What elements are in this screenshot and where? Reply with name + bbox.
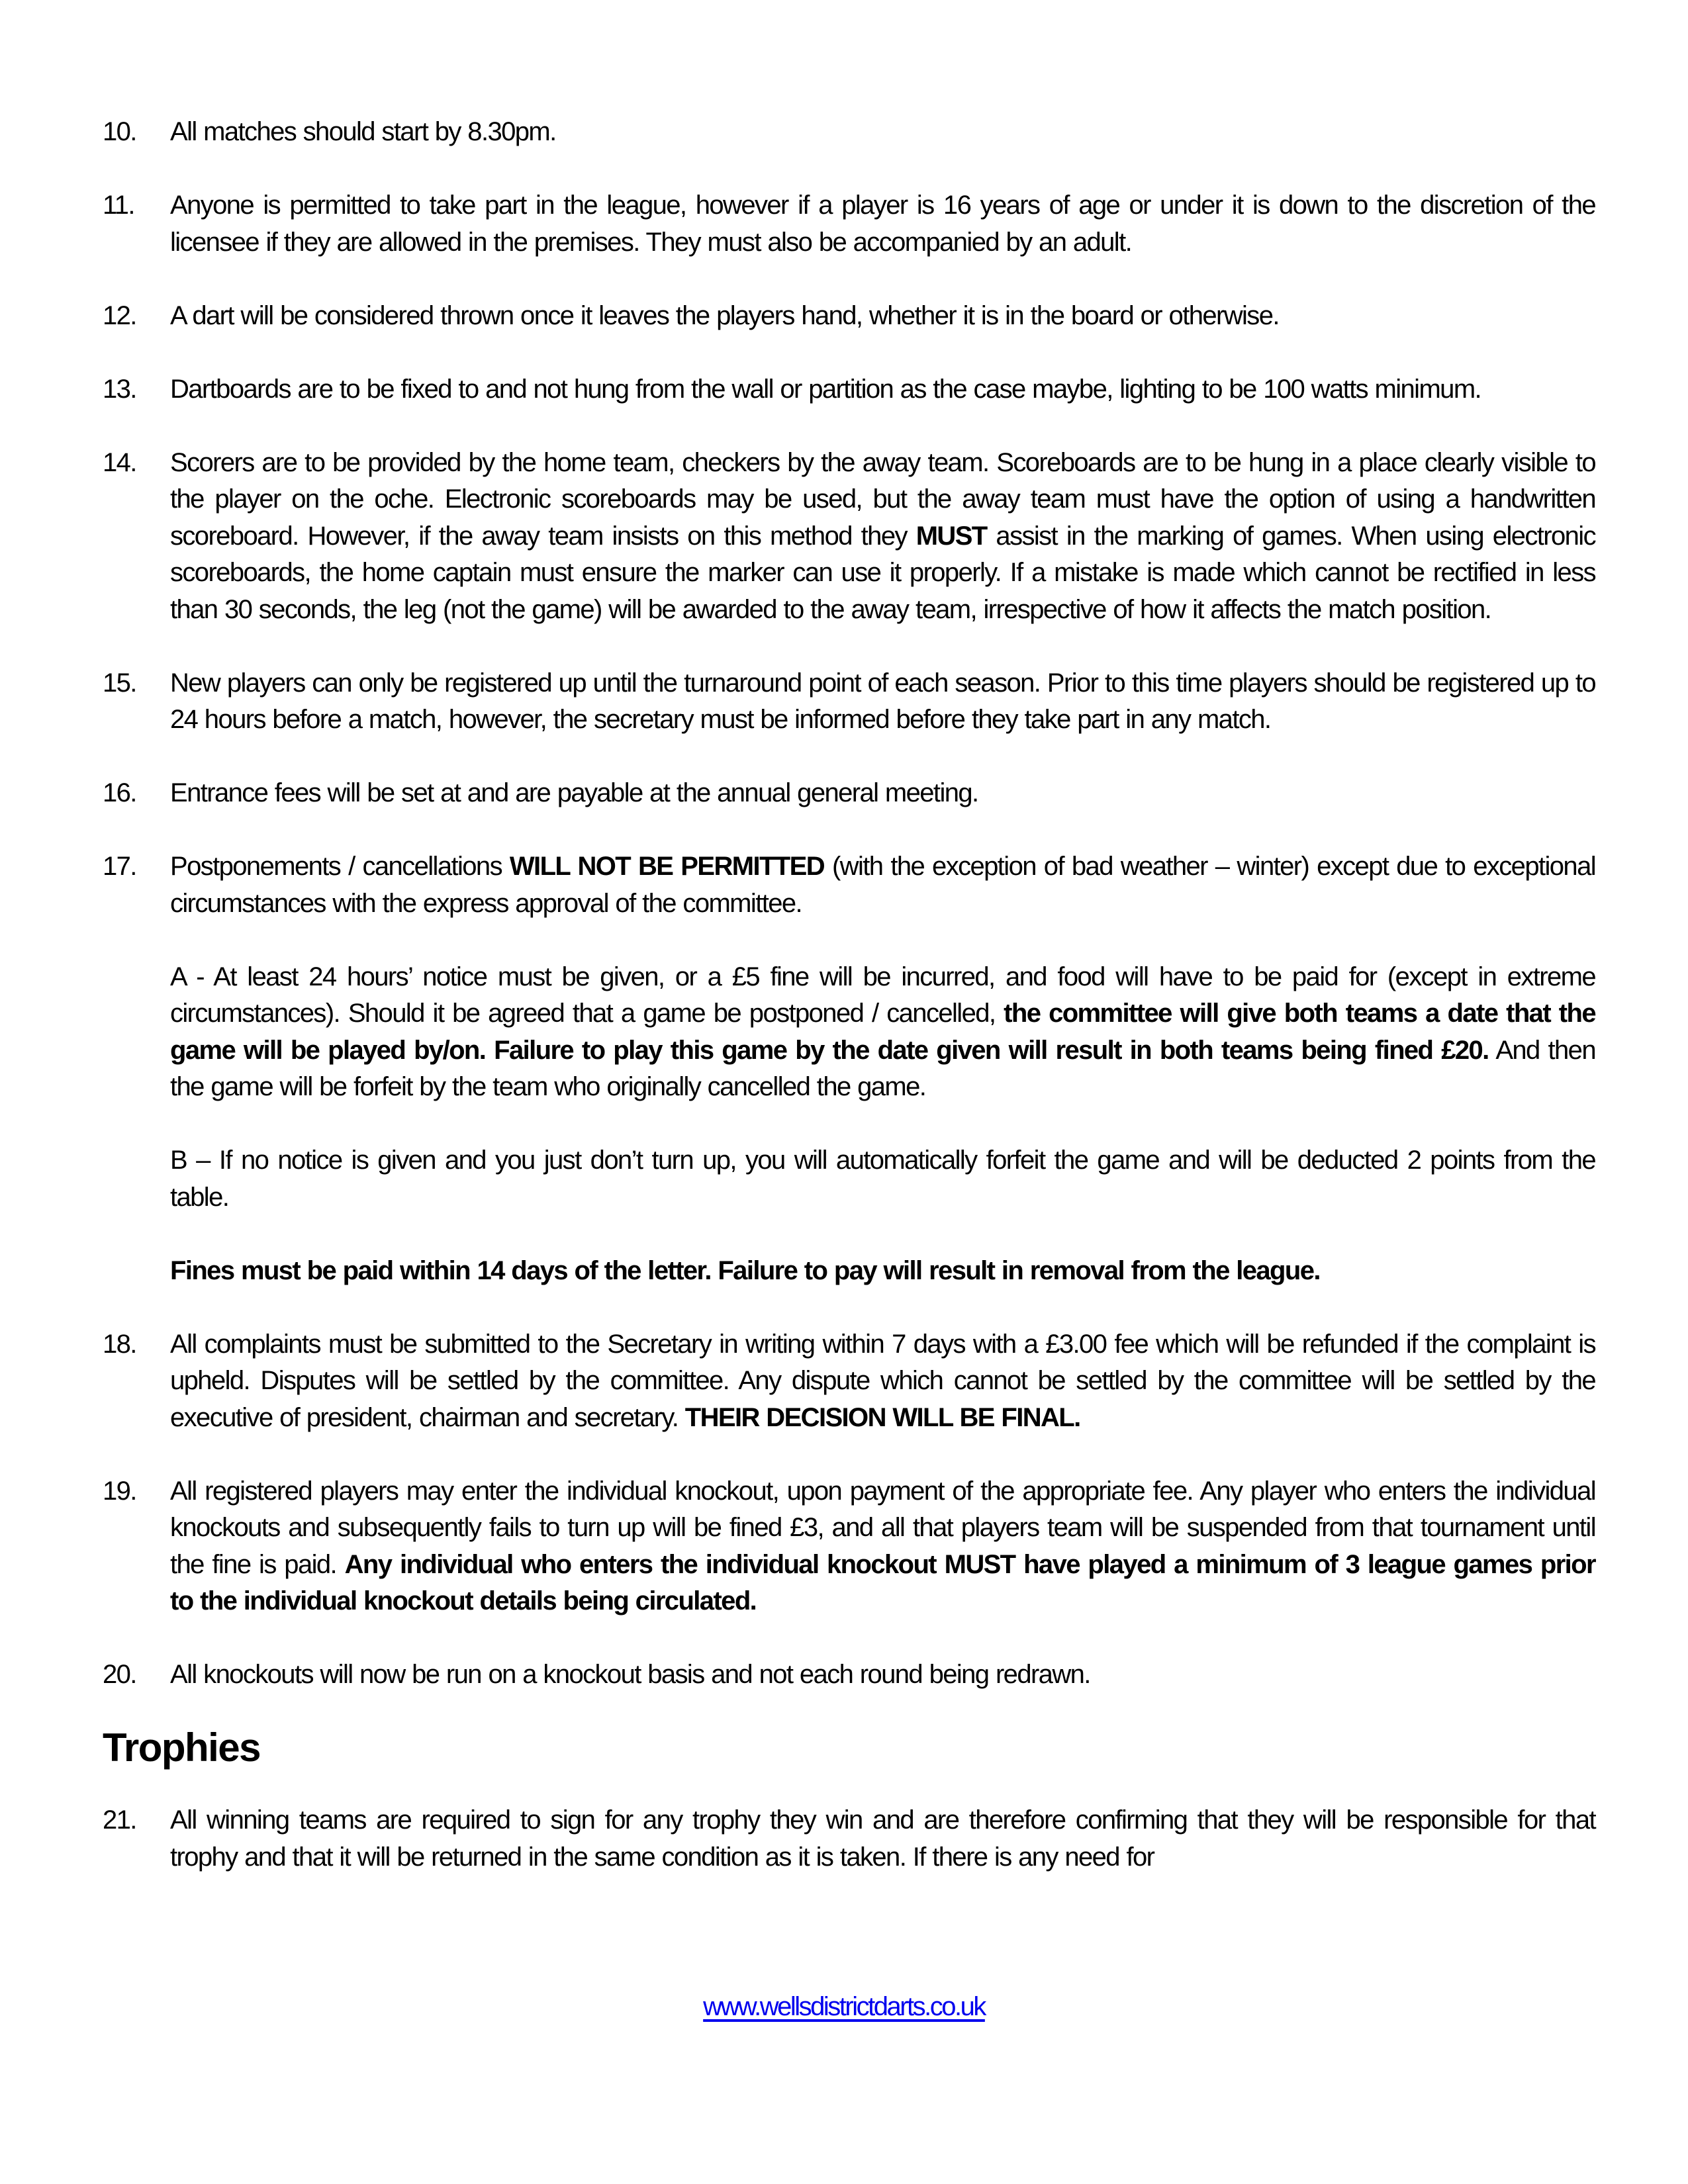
rule-number: 10.	[103, 117, 136, 146]
text-segment: All winning teams are required to sign for any trophy they win and are therefore confirming that they will be responsible for that trophy and that it will be returned in the same condition as it is taken. If there is any need for	[170, 1805, 1595, 1872]
text-segment: Dartboards are to be fixed to and not hung from the wall or partition as the case maybe, lighting to be 100 watts minimum.	[170, 374, 1481, 404]
rule-item	[103, 665, 1595, 739]
text-segment: B – If no notice is given and you just don’t turn up, you will automatically forfeit the game and will be deducted 2 points from the table.	[170, 1146, 1595, 1212]
text-segment: And then the game will be forfeit by the team who originally cancelled the game.	[170, 1035, 1595, 1101]
page-footer	[0, 1992, 1688, 2022]
rule-item	[103, 187, 1595, 261]
rule-text	[170, 371, 1595, 408]
text-segment: A dart will be considered thrown once it leaves the players hand, whether it is in the board or otherwise.	[170, 300, 1279, 330]
rule-item	[103, 1473, 1595, 1620]
rule-text	[170, 114, 1595, 151]
text-segment: All registered players may enter the individual knockout, upon payment of the appropriate fee. Any player who enters the individual knockouts and subsequently fails to turn up will be fined £3, and all that players team will be suspended from that tournament until the fine is paid.	[170, 1476, 1595, 1579]
rule-item	[103, 371, 1595, 408]
rule-number: 21.	[103, 1805, 136, 1835]
rule-text	[170, 848, 1595, 922]
rule-number: 17.	[103, 852, 136, 881]
text-segment: assist in the marking of games. When using electronic scoreboards, the home captain must ensure the marker can use it properly. If a mistake is made which cannot be rectified in less than 30 seconds, the leg (not the game) will be awarded to the away team, irrespective of how it affects the match position.	[170, 521, 1595, 624]
rule-text	[170, 775, 1595, 812]
rule-item	[103, 1326, 1595, 1437]
trophy-rules-list	[103, 1802, 1595, 1876]
text-segment: Postponements / cancellations	[170, 852, 510, 881]
rules-content	[103, 114, 1595, 1913]
rule-number: 18.	[103, 1329, 136, 1359]
rule-text	[170, 187, 1595, 261]
rule-text	[170, 298, 1595, 335]
text-segment: Entrance fees will be set at and are payable at the annual general meeting.	[170, 778, 978, 807]
rule-number: 12.	[103, 300, 136, 330]
rule-text	[170, 1802, 1595, 1876]
website-link[interactable]: www.wellsdistrictdarts.co.uk	[703, 1992, 985, 2021]
rule-text	[170, 445, 1595, 629]
rules-list	[103, 114, 1595, 1694]
rule-text	[170, 1473, 1595, 1620]
text-segment: Scorers are to be provided by the home team, checkers by the away team. Scoreboards are to be hung in a place clearly visible to the player on the oche. Electronic scoreboards may be used, but the away team must have the option of using a handwritten scoreboard. However, if the away team insists on this method they	[170, 447, 1595, 551]
rule-number: 11.	[103, 191, 134, 220]
rule-item	[103, 848, 1595, 922]
bold-text: Any individual who enters the individual knockout MUST have played a minimum of 3 league games prior to the individual knockout details being circulated.	[170, 1549, 1595, 1615]
rule-text	[170, 1657, 1595, 1694]
rule-number: 15.	[103, 668, 136, 698]
rule-item	[103, 445, 1595, 629]
rule-item	[103, 114, 1595, 151]
bold-text: THEIR DECISION WILL BE FINAL.	[684, 1402, 1080, 1432]
text-segment: All matches should start by 8.30pm.	[170, 117, 556, 146]
text-segment: Anyone is permitted to take part in the league, however if a player is 16 years of age or under it is down to the discretion of the licensee if they are allowed in the premises. They must also be accompanied by an adult.	[170, 191, 1595, 257]
section-heading-trophies: Trophies	[103, 1725, 261, 1770]
bold-text: the committee will give both teams a date that the game will be played by/on. Failure to play this game by the date given will result in both teams being fined £20.	[170, 999, 1595, 1065]
rule-number: 14.	[103, 447, 136, 477]
bold-text: MUST	[915, 521, 987, 551]
rule-number: 19.	[103, 1476, 136, 1506]
text-segment: A - At least 24 hours’ notice must be given, or a £5 fine will be incurred, and food will have to be paid for (except in extreme circumstances). Should it be agreed that a game be postponed / cancelled,	[170, 962, 1595, 1028]
text-segment: (with the exception of bad weather – winter) except due to exceptional circumstances with the express approval of the committee.	[170, 852, 1596, 918]
rule-subparagraph	[103, 959, 1595, 1106]
rule-text	[170, 665, 1595, 739]
rule-number: 13.	[103, 374, 136, 404]
text-segment: All knockouts will now be run on a knockout basis and not each round being redrawn.	[170, 1660, 1090, 1689]
bold-text: Fines must be paid within 14 days of the letter. Failure to pay will result in removal from the league.	[170, 1255, 1320, 1285]
rule-item	[103, 1657, 1595, 1694]
text-segment: New players can only be registered up until the turnaround point of each season. Prior to this time players should be registered up to 24 hours before a match, however, the secretary must be informed before they take part in any match.	[170, 668, 1595, 734]
rule-item	[103, 1802, 1595, 1876]
rule-item	[103, 775, 1595, 812]
bold-text: WILL NOT BE PERMITTED	[509, 852, 825, 881]
rule-subparagraph	[103, 1142, 1595, 1216]
rule-text	[170, 1326, 1595, 1437]
text-segment: All complaints must be submitted to the Secretary in writing within 7 days with a £3.00 fee which will be refunded if the complaint is upheld. Disputes will be settled by the committee. Any dispute which cannot be settled by the committee will be settled by the executive of president, chairman and secretary.	[170, 1329, 1595, 1432]
rule-subparagraph	[103, 1253, 1595, 1290]
rule-item	[103, 298, 1595, 335]
rule-number: 20.	[103, 1660, 136, 1689]
rule-number: 16.	[103, 778, 136, 807]
